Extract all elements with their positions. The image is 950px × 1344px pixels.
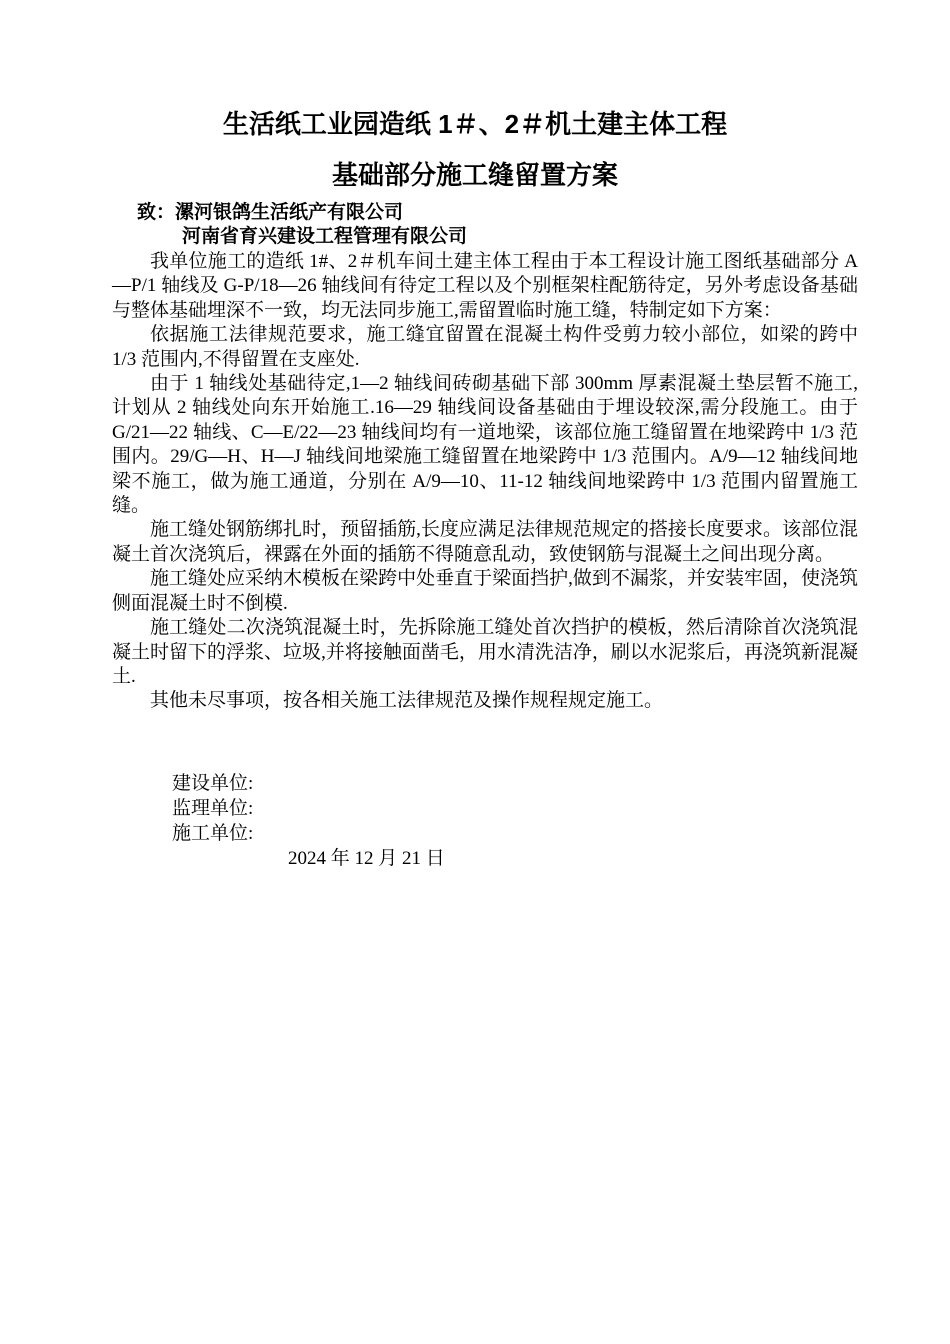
paragraph-basis: 依据施工法律规范要求，施工缝宜留置在混凝土构件受剪力较小部位，如梁的跨中 1/3 范围内,不得留置在支座处. <box>112 324 858 370</box>
paragraph-second-pour: 施工缝处二次浇筑混凝土时，先拆除施工缝处首次挡护的模板，然后清除首次浇筑混凝土时留下的浮浆、垃圾,并将接触面凿毛，用水清洗洁净，刷以水泥浆后，再浇筑新混凝土. <box>112 617 858 687</box>
signature-construction-owner: 建设单位: <box>172 773 254 794</box>
paragraph-rebar: 施工缝处钢筋绑扎时，预留插筋,长度应满足法律规范规定的搭接长度要求。该部位混凝土首次浇筑后，裸露在外面的插筋不得随意乱动，致使钢筋与混凝土之间出现分离。 <box>112 519 858 565</box>
signature-contractor: 施工单位: <box>172 823 254 844</box>
document-title-line-2: 基础部分施工缝留置方案 <box>331 160 618 190</box>
document-date: 2024 年 12 月 21 日 <box>288 848 445 869</box>
paragraph-other: 其他未尽事项，按各相关施工法律规范及操作规程规定施工。 <box>150 690 664 712</box>
paragraph-formwork: 施工缝处应采纳木模板在梁跨中处垂直于梁面挡护,做到不漏浆，并安装牢固，使浇筑侧面混凝土时不倒模. <box>112 568 858 614</box>
signature-supervisor: 监理单位: <box>172 798 254 819</box>
paragraph-intro: 我单位施工的造纸 1#、2＃机车间土建主体工程由于本工程设计施工图纸基础部分 A—P/1 轴线及 G-P/18—26 轴线间有待定工程以及个别框架柱配筋待定，另外考虑设备基础与整体基础埋深不一致，均无法同步施工,需留置临时施工缝，特制定如下方案： <box>112 251 858 321</box>
addressee-line-1: 致：漯河银鸽生活纸产有限公司 <box>137 202 404 223</box>
document-body <box>112 250 858 714</box>
document-title-line-1: 生活纸工业园造纸 1＃、2＃机土建主体工程 <box>222 109 728 139</box>
paragraph-axis-plan: 由于 1 轴线处基础待定,1—2 轴线间砖砌基础下部 300mm 厚素混凝土垫层暂不施工,计划从 2 轴线处向东开始施工.16—29 轴线间设备基础由于埋设较深,需分段施工。由于 G/21—22 轴线、C—E/22—23 轴线间均有一道地梁，该部位施工缝留置在地梁跨中 1/3 范围内。29/G—H、H—J 轴线间地梁施工缝留置在地梁跨中 1/3 范围内。A/9—12 轴线间地梁不施工，做为施工通道，分别在 A/9—10、11-12 轴线间地梁跨中 1/3 范围内留置施工缝。 <box>112 373 858 517</box>
addressee-line-2: 河南省育兴建设工程管理有限公司 <box>182 226 468 247</box>
